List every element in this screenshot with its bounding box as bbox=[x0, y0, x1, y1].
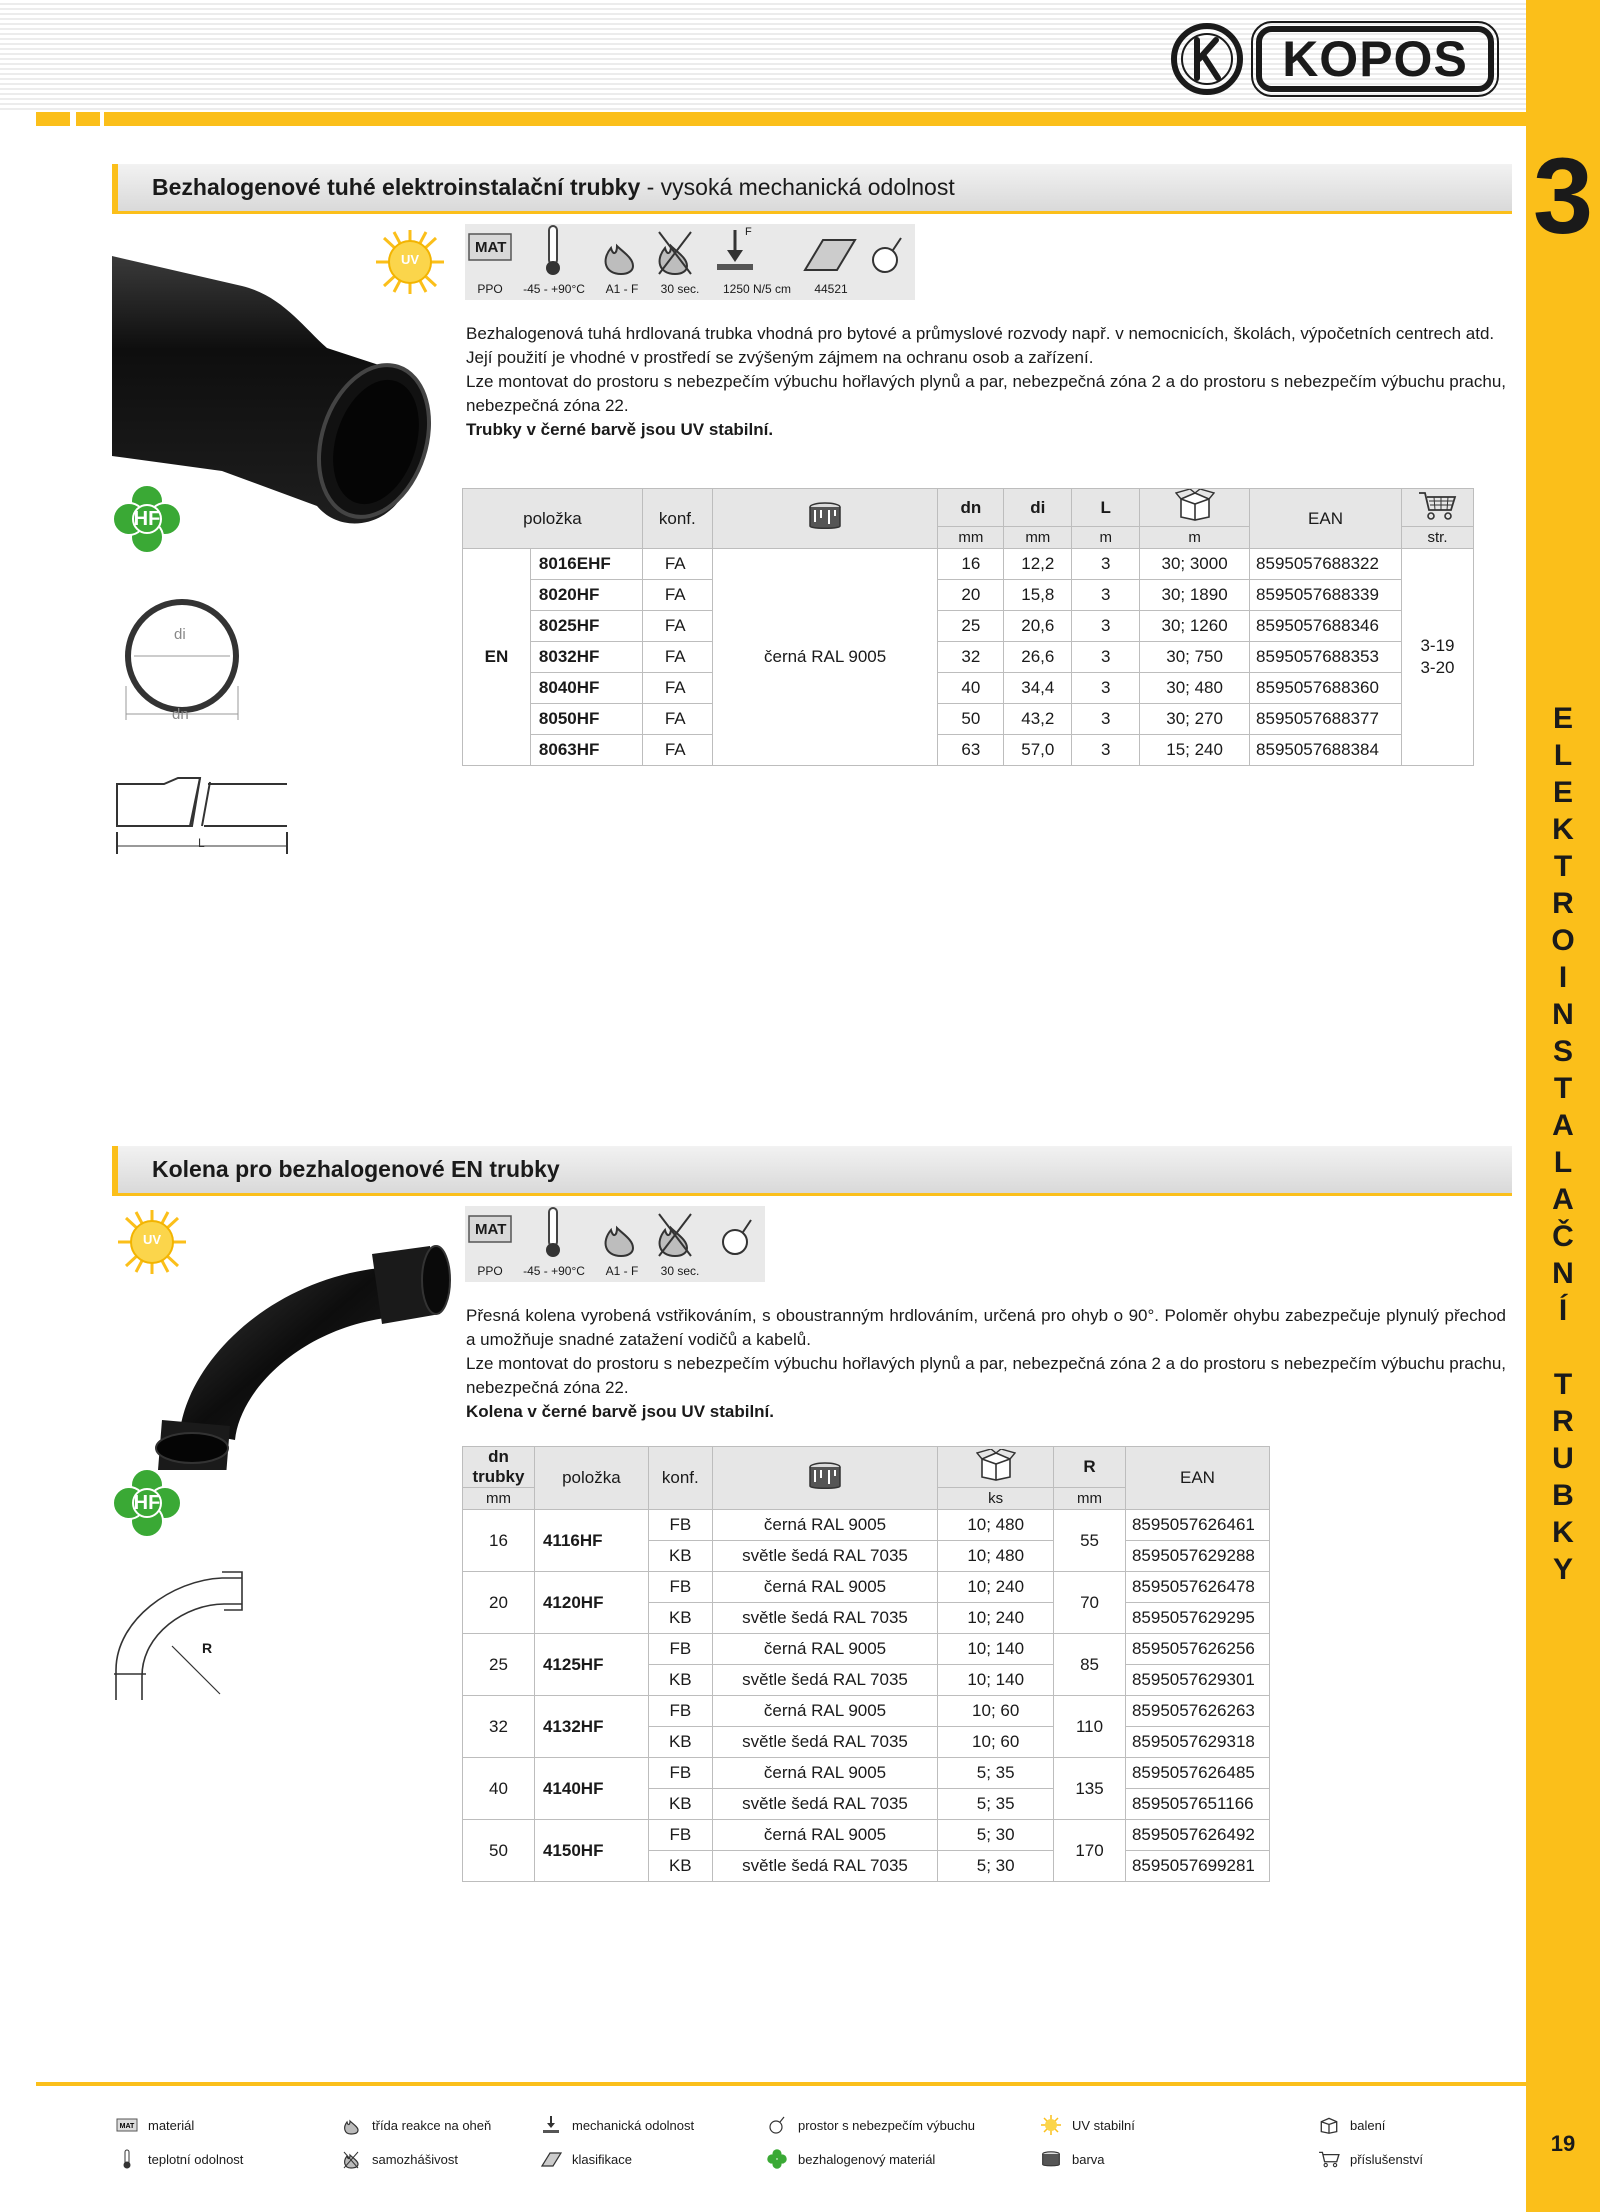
header-square bbox=[36, 112, 58, 126]
mechanical-resistance-value: 1250 N/5 cm bbox=[722, 282, 792, 296]
hf-badge bbox=[112, 484, 182, 554]
length-cell: 3 bbox=[1072, 580, 1140, 611]
col-header-packaging bbox=[938, 1447, 1054, 1488]
drawing-label-di: di bbox=[174, 626, 186, 643]
color-cell: světle šedá RAL 7035 bbox=[712, 1851, 938, 1882]
description-paragraph: Lze montovat do prostoru s nebezpečím výbuchu hořlavých plynů a par, nebezpečná zóna 2 a do prostoru s nebezpečím výbuchu prachu, nebezpečná zóna 22. bbox=[466, 1354, 1506, 1397]
section-title-bold: Bezhalogenové tuhé elektroinstalační trubky bbox=[152, 174, 641, 200]
configuration-cell: FA bbox=[642, 549, 712, 580]
radius-cell: 55 bbox=[1054, 1510, 1126, 1572]
unit-packaging: m bbox=[1140, 527, 1250, 549]
side-title-letter: N bbox=[1552, 998, 1574, 1031]
unit-dn: mm bbox=[938, 527, 1004, 549]
ean-cell: 8595057626256 bbox=[1125, 1634, 1269, 1665]
fire-class-value: A1 - F bbox=[605, 282, 639, 296]
side-title-letter: A bbox=[1552, 1109, 1574, 1142]
legend-label: mechanická odolnost bbox=[572, 2117, 695, 2133]
ean-cell: 8595057688339 bbox=[1250, 580, 1402, 611]
packaging-cell: 5; 35 bbox=[938, 1758, 1054, 1789]
color-cell: světle šedá RAL 7035 bbox=[712, 1665, 938, 1696]
side-title-letter: T bbox=[1553, 1072, 1573, 1105]
col-header-polozka: položka bbox=[463, 489, 643, 549]
ean-cell: 8595057688360 bbox=[1250, 673, 1402, 704]
color-cell: černá RAL 9005 bbox=[712, 1758, 938, 1789]
legend-item bbox=[1040, 2116, 1135, 2134]
configuration-cell: FA bbox=[642, 704, 712, 735]
uv-badge-label: UV bbox=[142, 1232, 162, 1247]
page-ref-cell bbox=[1401, 549, 1473, 766]
side-title-letter: E bbox=[1552, 702, 1573, 735]
color-cell: světle šedá RAL 7035 bbox=[712, 1727, 938, 1758]
chapter-number: 3 bbox=[1532, 135, 1594, 256]
product-code: 8032HF bbox=[530, 642, 642, 673]
legend-item bbox=[1318, 2116, 1385, 2134]
dn-cell: 25 bbox=[938, 611, 1004, 642]
table-row bbox=[463, 642, 1474, 673]
product-code: 4120HF bbox=[534, 1572, 648, 1634]
ean-cell: 8595057651166 bbox=[1125, 1789, 1269, 1820]
radius-cell: 110 bbox=[1054, 1696, 1126, 1758]
paint-bucket-icon bbox=[807, 502, 843, 530]
configuration-cell: FB bbox=[648, 1572, 712, 1603]
unit-L: m bbox=[1072, 527, 1140, 549]
side-title-letter: I bbox=[1558, 961, 1568, 994]
dn-cell: 50 bbox=[463, 1820, 535, 1882]
packaging-cell: 5; 30 bbox=[938, 1851, 1054, 1882]
uv-badge-label: UV bbox=[400, 252, 420, 267]
color-cell: černá RAL 9005 bbox=[712, 1696, 938, 1727]
side-title-letter: U bbox=[1552, 1442, 1574, 1475]
product-code: 8020HF bbox=[530, 580, 642, 611]
page-number: 19 bbox=[1550, 2131, 1576, 2156]
self-extinguishing-value: 30 sec. bbox=[660, 282, 700, 296]
side-title-letter: L bbox=[1553, 739, 1573, 772]
properties-icon-strip bbox=[465, 224, 915, 300]
side-title-letter: K bbox=[1552, 813, 1574, 846]
temperature-value: -45 - +90°C bbox=[523, 1264, 585, 1278]
di-cell: 15,8 bbox=[1004, 580, 1072, 611]
elbow-product-image bbox=[140, 1240, 460, 1470]
unit-packaging: ks bbox=[938, 1488, 1054, 1510]
legend-item bbox=[116, 2116, 194, 2134]
product-code: 8050HF bbox=[530, 704, 642, 735]
table-row bbox=[463, 1696, 1270, 1727]
side-title-letter: N bbox=[1552, 1257, 1574, 1290]
side-title-letter: B bbox=[1552, 1479, 1574, 1512]
di-cell: 57,0 bbox=[1004, 735, 1072, 766]
packaging-cell: 10; 140 bbox=[938, 1665, 1054, 1696]
section-heading-tubes bbox=[112, 164, 1512, 214]
product-code: 8063HF bbox=[530, 735, 642, 766]
length-cell: 3 bbox=[1072, 642, 1140, 673]
mat-icon bbox=[116, 2116, 138, 2134]
product-code: 4140HF bbox=[534, 1758, 648, 1820]
product-code: 4132HF bbox=[534, 1696, 648, 1758]
configuration-cell: FA bbox=[642, 580, 712, 611]
col-header-polozka: položka bbox=[534, 1447, 648, 1510]
packaging-cell: 5; 30 bbox=[938, 1820, 1054, 1851]
radius-cell: 70 bbox=[1054, 1572, 1126, 1634]
color-cell: černá RAL 9005 bbox=[712, 1510, 938, 1541]
properties-icon-strip bbox=[465, 1206, 765, 1282]
col-header-konf: konf. bbox=[642, 489, 712, 549]
length-cell: 3 bbox=[1072, 549, 1140, 580]
table-row bbox=[463, 704, 1474, 735]
packaging-box-icon bbox=[976, 1449, 1016, 1481]
legend-item bbox=[340, 2150, 458, 2168]
material-value: PPO bbox=[477, 282, 503, 296]
shopping-cart-icon bbox=[1417, 490, 1457, 520]
legend-label: příslušenství bbox=[1350, 2151, 1423, 2167]
table-row bbox=[463, 735, 1474, 766]
packaging-cell: 30; 480 bbox=[1140, 673, 1250, 704]
dn-cell: 20 bbox=[938, 580, 1004, 611]
fire-class-value: A1 - F bbox=[605, 1264, 639, 1278]
packaging-box-icon bbox=[1175, 489, 1215, 521]
description-paragraph: Bezhalogenová tuhá hrdlovaná trubka vhodná pro bytové a průmyslové rozvody např. v nemocnicích, školách, výpočetních centrech atd. bbox=[466, 324, 1495, 343]
unit-dn: mm bbox=[463, 1488, 535, 1510]
self-extinguishing-value: 30 sec. bbox=[660, 1264, 700, 1278]
length-cell: 3 bbox=[1072, 673, 1140, 704]
hf-badge-label: HF bbox=[133, 1492, 161, 1514]
legend-label: klasifikace bbox=[572, 2151, 632, 2167]
color-cell: černá RAL 9005 bbox=[712, 1572, 938, 1603]
table-row bbox=[463, 580, 1474, 611]
col-header-ean: EAN bbox=[1125, 1447, 1269, 1510]
dn-cell: 25 bbox=[463, 1634, 535, 1696]
col-header-ean: EAN bbox=[1250, 489, 1402, 549]
packaging-cell: 10; 60 bbox=[938, 1696, 1054, 1727]
drawing-label-dn: dn bbox=[172, 706, 189, 723]
di-cell: 12,2 bbox=[1004, 549, 1072, 580]
product-code: 4125HF bbox=[534, 1634, 648, 1696]
col-header-packaging bbox=[1140, 489, 1250, 527]
temperature-value: -45 - +90°C bbox=[523, 282, 585, 296]
legend-item bbox=[540, 2150, 632, 2168]
description-paragraph: Její použití je vhodné v prostředí se zvýšeným zájmem na ochranu osob a zařízení. bbox=[466, 348, 1094, 367]
dn-cell: 40 bbox=[938, 673, 1004, 704]
force-letter: F bbox=[745, 226, 752, 238]
legend-item bbox=[766, 2116, 975, 2134]
configuration-cell: FB bbox=[648, 1758, 712, 1789]
brand-logo bbox=[1170, 18, 1510, 100]
header-square bbox=[56, 112, 70, 126]
ean-cell: 8595057626461 bbox=[1125, 1510, 1269, 1541]
paint-bucket-icon bbox=[807, 1462, 843, 1490]
col-header-color bbox=[712, 1447, 938, 1510]
header-bar bbox=[104, 112, 1526, 126]
di-cell: 20,6 bbox=[1004, 611, 1072, 642]
table-row bbox=[463, 1510, 1270, 1541]
configuration-cell: KB bbox=[648, 1603, 712, 1634]
tubes-table bbox=[462, 488, 1474, 766]
page-ref: 3-19 bbox=[1420, 636, 1455, 655]
dn-cell: 32 bbox=[938, 642, 1004, 673]
side-title-letter: T bbox=[1553, 1368, 1573, 1401]
length-cell: 3 bbox=[1072, 735, 1140, 766]
header-square bbox=[76, 112, 100, 126]
ean-cell: 8595057626485 bbox=[1125, 1758, 1269, 1789]
configuration-cell: FA bbox=[642, 611, 712, 642]
side-title-letter: R bbox=[1552, 887, 1574, 920]
property-icons bbox=[465, 224, 915, 280]
configuration-cell: KB bbox=[648, 1789, 712, 1820]
section-heading-elbows bbox=[112, 1146, 1512, 1196]
color-cell: světle šedá RAL 7035 bbox=[712, 1789, 938, 1820]
chapter-vertical-title bbox=[1526, 700, 1600, 1588]
mat-label: MAT bbox=[475, 239, 507, 256]
side-title-letter: Í bbox=[1558, 1294, 1568, 1327]
fire-class-icon bbox=[340, 2116, 362, 2134]
uv-icon bbox=[1040, 2116, 1062, 2134]
ean-cell: 8595057699281 bbox=[1125, 1851, 1269, 1882]
di-cell: 43,2 bbox=[1004, 704, 1072, 735]
mat-label: MAT bbox=[475, 1221, 507, 1238]
side-title-letter: E bbox=[1552, 776, 1573, 809]
ean-cell: 8595057688377 bbox=[1250, 704, 1402, 735]
packaging-cell: 30; 3000 bbox=[1140, 549, 1250, 580]
configuration-cell: FA bbox=[642, 642, 712, 673]
legend-item bbox=[340, 2116, 491, 2134]
brand-wordmark bbox=[1256, 26, 1494, 92]
ean-cell: 8595057688346 bbox=[1250, 611, 1402, 642]
property-icons bbox=[465, 1206, 765, 1262]
color-icon bbox=[1040, 2150, 1062, 2168]
legend-item bbox=[1318, 2150, 1423, 2168]
kopos-emblem-icon bbox=[1170, 22, 1244, 96]
drawing-label-R: R bbox=[202, 1640, 213, 1656]
col-header-dn-line2: trubky bbox=[472, 1467, 525, 1486]
color-cell: černá RAL 9005 bbox=[712, 1820, 938, 1851]
configuration-cell: KB bbox=[648, 1851, 712, 1882]
unit-R: mm bbox=[1054, 1488, 1126, 1510]
dn-cell: 16 bbox=[938, 549, 1004, 580]
accessories-icon bbox=[1318, 2150, 1340, 2168]
table-row bbox=[463, 673, 1474, 704]
packaging-cell: 30; 270 bbox=[1140, 704, 1250, 735]
length-cell: 3 bbox=[1072, 704, 1140, 735]
table-row bbox=[463, 549, 1474, 580]
hf-badge-label: HF bbox=[133, 508, 161, 530]
col-header-accessories bbox=[1401, 489, 1473, 527]
product-code: 4116HF bbox=[534, 1510, 648, 1572]
packaging-cell: 15; 240 bbox=[1140, 735, 1250, 766]
brand-name: KOPOS bbox=[1282, 31, 1468, 87]
dn-cell: 63 bbox=[938, 735, 1004, 766]
ean-cell: 8595057629295 bbox=[1125, 1603, 1269, 1634]
ean-cell: 8595057626478 bbox=[1125, 1572, 1269, 1603]
packaging-cell: 10; 60 bbox=[938, 1727, 1054, 1758]
legend-label: samozhášivost bbox=[372, 2151, 458, 2167]
col-header-dn-line1: dn bbox=[488, 1447, 509, 1466]
classification-value: 44521 bbox=[814, 282, 848, 296]
product-code: 8016EHF bbox=[530, 549, 642, 580]
description-paragraph: Lze montovat do prostoru s nebezpečím výbuchu hořlavých plynů a par, nebezpečná zóna 2 a do prostoru s nebezpečím výbuchu prachu, nebezpečná zóna 22. bbox=[466, 372, 1506, 415]
configuration-cell: KB bbox=[648, 1541, 712, 1572]
thermometer-icon bbox=[116, 2150, 138, 2168]
dn-cell: 50 bbox=[938, 704, 1004, 735]
col-header-R: R bbox=[1054, 1447, 1126, 1488]
length-cell: 3 bbox=[1072, 611, 1140, 642]
legend-item bbox=[1040, 2150, 1105, 2168]
table-row bbox=[463, 1572, 1270, 1603]
packaging-cell: 10; 480 bbox=[938, 1510, 1054, 1541]
legend-label: třída reakce na oheň bbox=[372, 2117, 492, 2133]
unit-di: mm bbox=[1004, 527, 1072, 549]
product-code: 4150HF bbox=[534, 1820, 648, 1882]
explosion-icon bbox=[766, 2116, 788, 2134]
col-header-di: di bbox=[1004, 489, 1072, 527]
configuration-cell: FB bbox=[648, 1510, 712, 1541]
dn-cell: 16 bbox=[463, 1510, 535, 1572]
section-title-bold: Kolena pro bezhalogenové EN trubky bbox=[152, 1156, 560, 1182]
table-row bbox=[463, 1634, 1270, 1665]
dn-cell: 40 bbox=[463, 1758, 535, 1820]
di-cell: 26,6 bbox=[1004, 642, 1072, 673]
legend-label: barva bbox=[1072, 2151, 1105, 2167]
side-title-letter: O bbox=[1551, 924, 1575, 957]
col-header-konf: konf. bbox=[648, 1447, 712, 1510]
packaging-cell: 10; 480 bbox=[938, 1541, 1054, 1572]
drawing-label-L: L bbox=[198, 836, 205, 850]
description-uv-note: Kolena v černé barvě jsou UV stabilní. bbox=[466, 1402, 774, 1421]
pipe-cross-section-drawing bbox=[112, 586, 252, 726]
configuration-cell: FB bbox=[648, 1820, 712, 1851]
side-title-letter: S bbox=[1552, 1035, 1573, 1068]
color-cell: černá RAL 9005 bbox=[712, 549, 938, 766]
material-value: PPO bbox=[477, 1264, 503, 1278]
table-row bbox=[463, 611, 1474, 642]
col-header-L: L bbox=[1072, 489, 1140, 527]
packaging-cell: 30; 1260 bbox=[1140, 611, 1250, 642]
ean-cell: 8595057629288 bbox=[1125, 1541, 1269, 1572]
legend-item bbox=[540, 2116, 694, 2134]
ean-cell: 8595057688322 bbox=[1250, 549, 1402, 580]
packaging-cell: 5; 35 bbox=[938, 1789, 1054, 1820]
side-title-letter: Y bbox=[1552, 1553, 1573, 1586]
packaging-cell: 10; 240 bbox=[938, 1572, 1054, 1603]
classification-icon bbox=[540, 2150, 562, 2168]
side-title-letter: Č bbox=[1552, 1220, 1574, 1253]
legend-item bbox=[766, 2150, 935, 2168]
configuration-cell: FB bbox=[648, 1696, 712, 1727]
description-uv-note: Trubky v černé barvě jsou UV stabilní. bbox=[466, 420, 774, 439]
packaging-icon bbox=[1318, 2116, 1340, 2134]
col-header-dn: dn bbox=[938, 489, 1004, 527]
side-title-letter: T bbox=[1553, 850, 1573, 883]
svg-text:MAT: MAT bbox=[119, 2123, 135, 2130]
description-paragraph: Přesná kolena vyrobená vstřikováním, s oboustranným hrdlováním, určená pro ohyb o 90°. Poloměr ohybu zabezpečuje plynulý přechod a umožňuje snadné zatažení vodičů a kabelů. bbox=[466, 1306, 1506, 1349]
side-title-letter: L bbox=[1553, 1146, 1573, 1179]
hf-badge bbox=[112, 1468, 182, 1538]
product-code: 8025HF bbox=[530, 611, 642, 642]
mechanical-resistance-icon bbox=[540, 2116, 562, 2134]
side-title-letter: A bbox=[1552, 1183, 1574, 1216]
ean-cell: 8595057688353 bbox=[1250, 642, 1402, 673]
elbow-radius-drawing bbox=[112, 1570, 252, 1700]
table-row bbox=[463, 1758, 1270, 1789]
tubes-description bbox=[466, 322, 1506, 442]
col-header-color bbox=[712, 489, 938, 549]
col-header-dn bbox=[463, 1447, 535, 1488]
ean-cell: 8595057629318 bbox=[1125, 1727, 1269, 1758]
configuration-cell: FA bbox=[642, 673, 712, 704]
legend-item bbox=[116, 2150, 243, 2168]
packaging-cell: 10; 140 bbox=[938, 1634, 1054, 1665]
configuration-cell: KB bbox=[648, 1665, 712, 1696]
radius-cell: 170 bbox=[1054, 1820, 1126, 1882]
legend-label: balení bbox=[1350, 2117, 1386, 2133]
side-title-letter: K bbox=[1552, 1516, 1574, 1549]
color-cell: světle šedá RAL 7035 bbox=[712, 1603, 938, 1634]
dn-cell: 20 bbox=[463, 1572, 535, 1634]
ean-cell: 8595057688384 bbox=[1250, 735, 1402, 766]
dn-cell: 32 bbox=[463, 1696, 535, 1758]
table-row bbox=[463, 1820, 1270, 1851]
ean-cell: 8595057626263 bbox=[1125, 1696, 1269, 1727]
footer-line bbox=[36, 2082, 1526, 2086]
configuration-cell: FA bbox=[642, 735, 712, 766]
elbows-description bbox=[466, 1304, 1506, 1424]
elbows-table bbox=[462, 1446, 1270, 1882]
legend-label: bezhalogenový materiál bbox=[798, 2151, 936, 2167]
configuration-cell: KB bbox=[648, 1727, 712, 1758]
product-code: 8040HF bbox=[530, 673, 642, 704]
self-extinguishing-icon bbox=[340, 2150, 362, 2168]
color-cell: černá RAL 9005 bbox=[712, 1634, 938, 1665]
radius-cell: 135 bbox=[1054, 1758, 1126, 1820]
di-cell: 34,4 bbox=[1004, 673, 1072, 704]
standard-cell: EN bbox=[463, 549, 531, 766]
legend-label: prostor s nebezpečím výbuchu bbox=[798, 2117, 976, 2133]
legend-label: materiál bbox=[148, 2117, 195, 2133]
ean-cell: 8595057626492 bbox=[1125, 1820, 1269, 1851]
radius-cell: 85 bbox=[1054, 1634, 1126, 1696]
color-cell: světle šedá RAL 7035 bbox=[712, 1541, 938, 1572]
legend-label: teplotní odolnost bbox=[148, 2151, 244, 2167]
side-title-letter: R bbox=[1552, 1405, 1574, 1438]
ean-cell: 8595057629301 bbox=[1125, 1665, 1269, 1696]
hf-icon bbox=[766, 2150, 788, 2168]
section-title-rest: - vysoká mechanická odolnost bbox=[640, 174, 955, 200]
packaging-cell: 30; 1890 bbox=[1140, 580, 1250, 611]
page-ref: 3-20 bbox=[1420, 658, 1455, 677]
col-header-str: str. bbox=[1401, 527, 1473, 549]
configuration-cell: FB bbox=[648, 1634, 712, 1665]
legend-label: UV stabilní bbox=[1072, 2117, 1135, 2133]
packaging-cell: 10; 240 bbox=[938, 1603, 1054, 1634]
packaging-cell: 30; 750 bbox=[1140, 642, 1250, 673]
